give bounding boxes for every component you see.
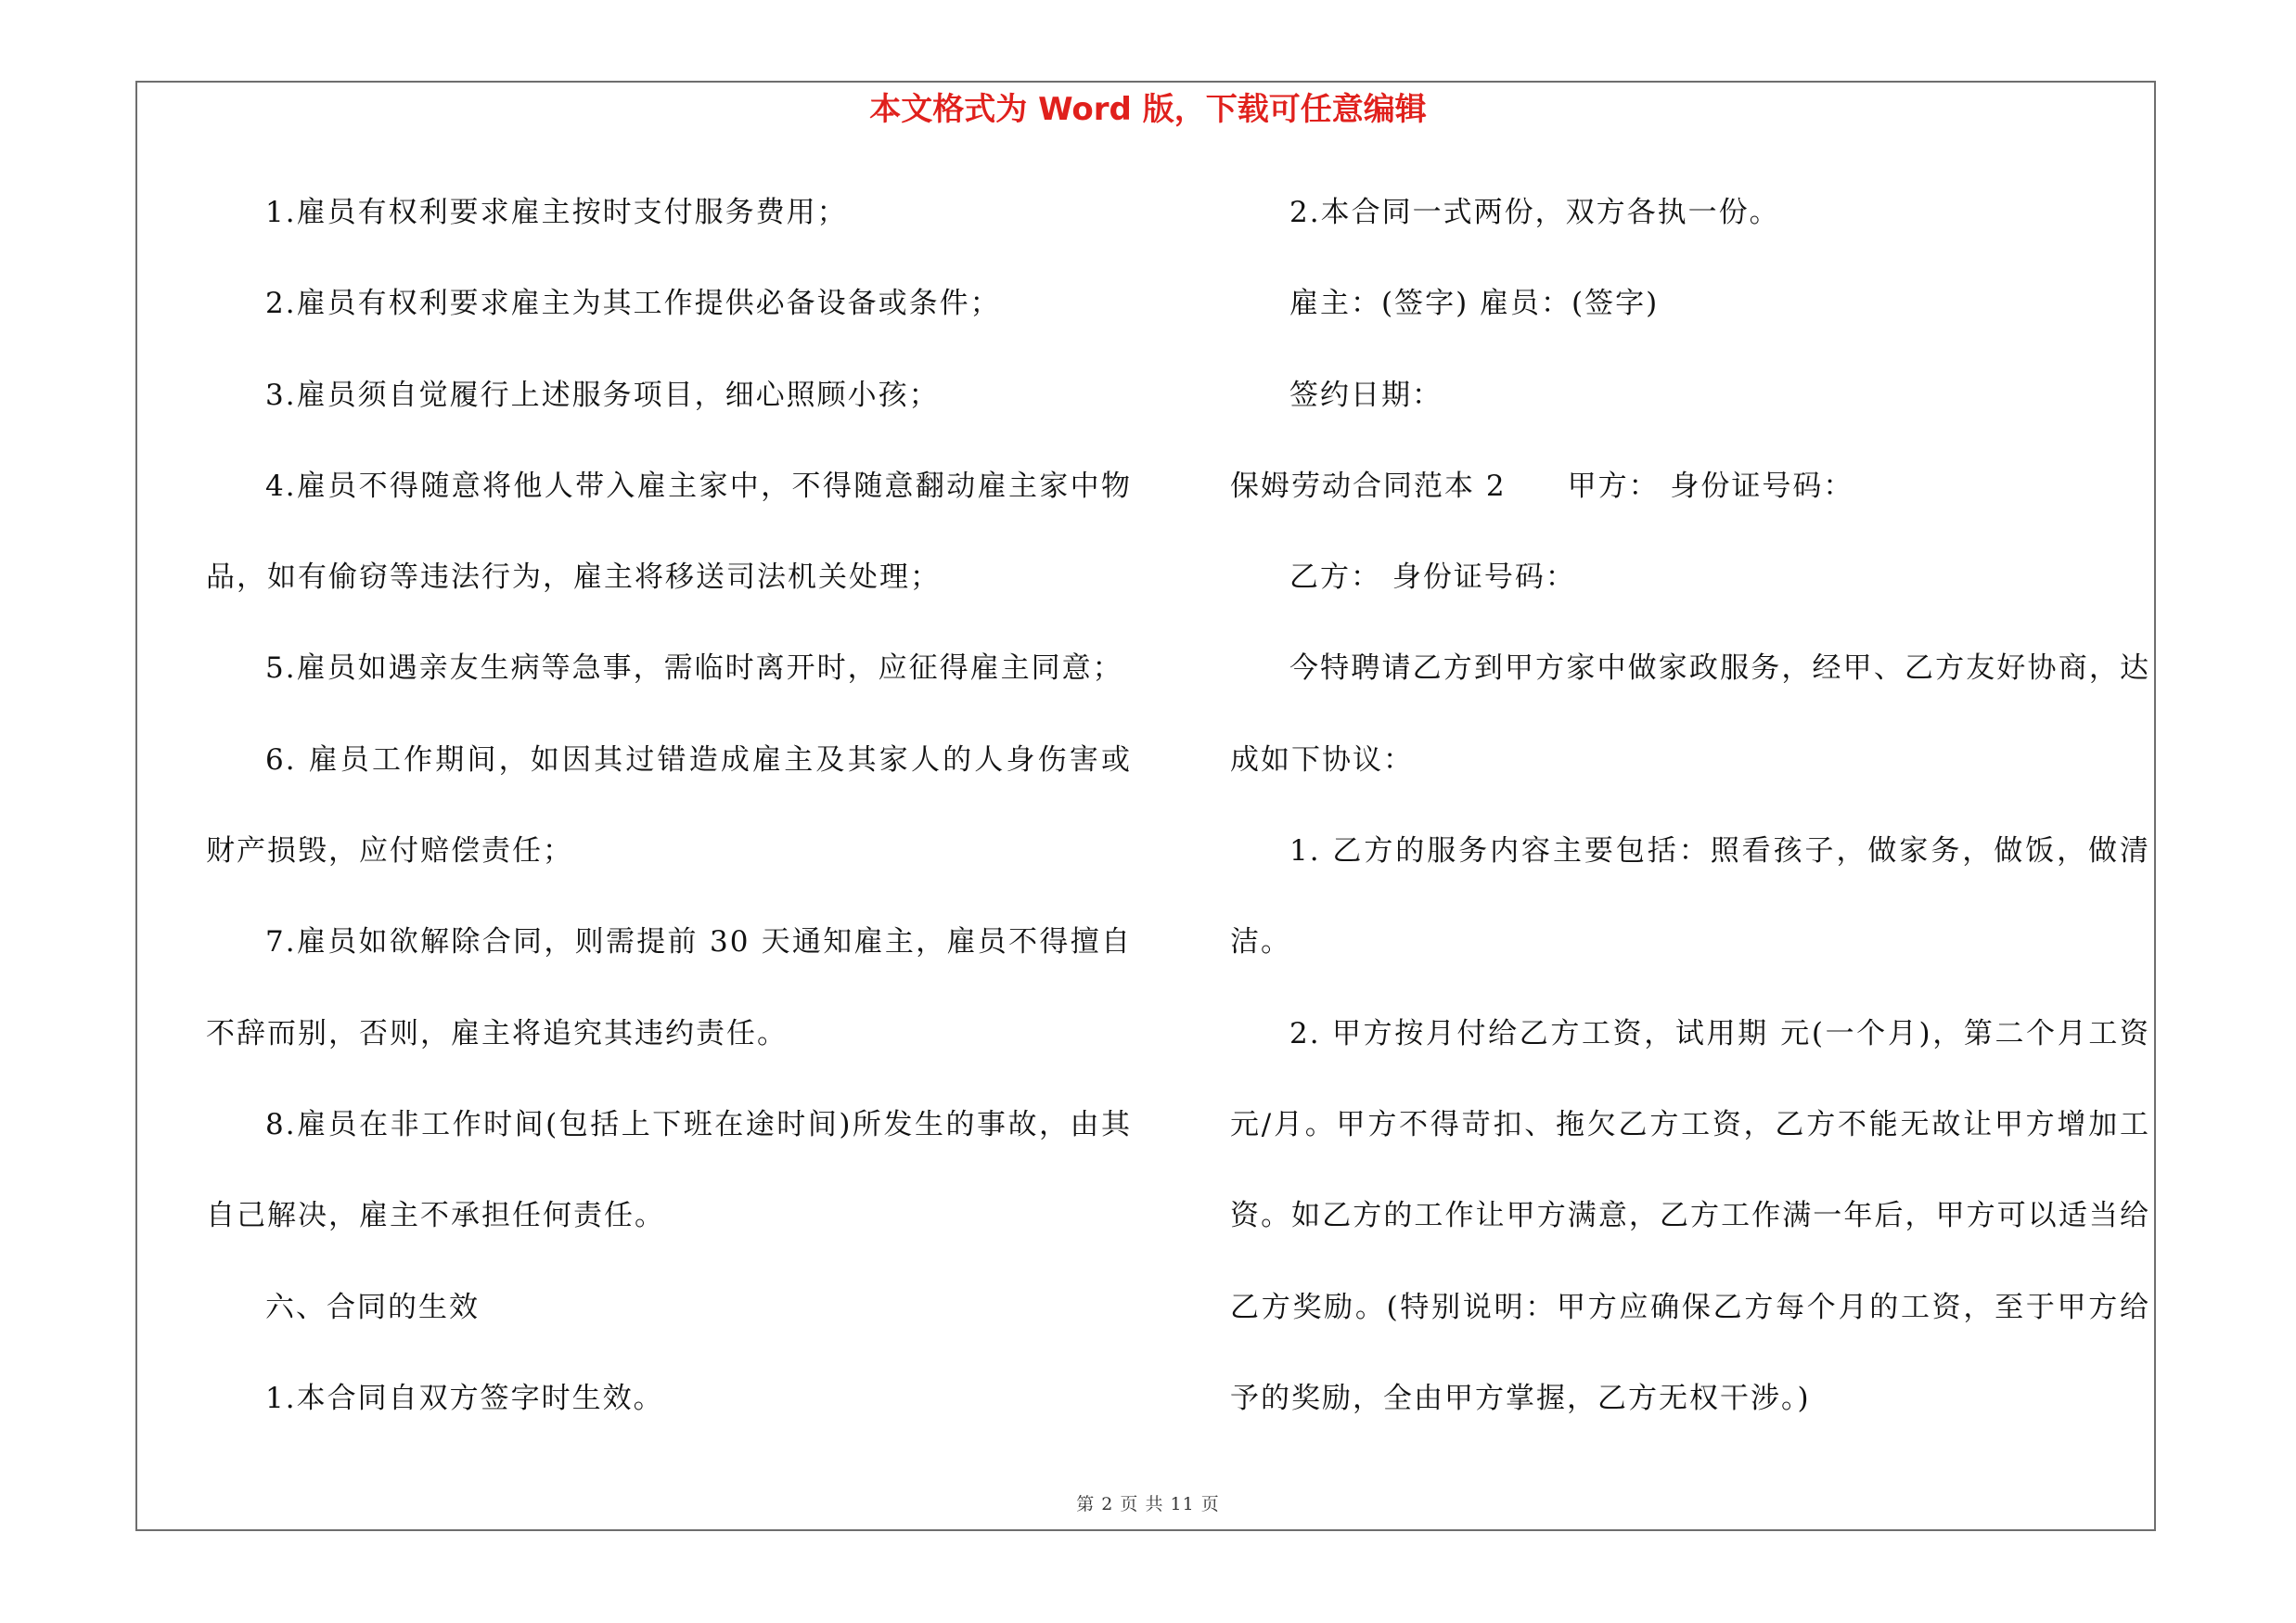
paragraph-line: 财产损毁，应付赔偿责任； [206, 834, 573, 869]
paragraph-line: 5.雇员如遇亲友生病等急事，需临时离开时，应征得雇主同意； [265, 651, 1123, 686]
paragraph-line: 今特聘请乙方到甲方家中做家政服务，经甲、乙方友好协商，达 [1289, 651, 2150, 686]
paragraph-line: 2. 甲方按月付给乙方工资，试用期 元(一个月)，第二个月工资 [1289, 1016, 2150, 1050]
paragraph-line: 6. 雇员工作期间，如因其过错造成雇主及其家人的人身伤害或 [265, 742, 1132, 777]
paragraph-line: 成如下协议： [1230, 742, 1414, 777]
paragraph-line: 资。如乙方的工作让甲方满意，乙方工作满一年后，甲方可以适当给 [1230, 1199, 2150, 1233]
paragraph-line: 保姆劳动合同范本 2 甲方： 身份证号码： [1230, 469, 1854, 503]
left-text-column [206, 186, 1132, 1462]
paragraph-line: 乙方奖励。(特别说明：甲方应确保乙方每个月的工资，至于甲方给 [1230, 1290, 2150, 1324]
paragraph-line: 3.雇员须自觉履行上述服务项目，细心照顾小孩； [265, 378, 940, 412]
paragraph-line: 签约日期： [1289, 378, 1443, 412]
paragraph-line: 2.雇员有权利要求雇主为其工作提供必备设备或条件； [265, 287, 1001, 321]
document-banner: 本文格式为 Word 版，下载可任意编辑 [869, 91, 1427, 128]
paragraph-line: 雇主：(签字) 雇员：(签字) [1289, 287, 1660, 321]
paragraph-line: 1. 乙方的服务内容主要包括：照看孩子，做家务，做饭，做清 [1289, 834, 2150, 869]
paragraph-line: 予的奖励，全由甲方掌握，乙方无权干涉。) [1230, 1381, 1811, 1415]
paragraph-line: 4.雇员不得随意将他人带入雇主家中，不得随意翻动雇主家中物 [265, 469, 1132, 503]
paragraph-line: 1.本合同自双方签字时生效。 [265, 1381, 664, 1415]
page-number-footer: 第 2 页 共 11 页 [1076, 1494, 1220, 1514]
paragraph-line: 洁。 [1230, 925, 1291, 960]
paragraph-line: 1.雇员有权利要求雇主按时支付服务费用； [265, 196, 848, 229]
paragraph-line: 六、合同的生效 [265, 1290, 480, 1324]
paragraph-line: 品，如有偷窃等违法行为，雇主将移送司法机关处理； [206, 560, 941, 595]
paragraph-line: 8.雇员在非工作时间(包括上下班在途时间)所发生的事故，由其 [265, 1107, 1132, 1141]
paragraph-line: 元/月。甲方不得苛扣、拖欠乙方工资，乙方不能无故让甲方增加工 [1230, 1107, 2150, 1141]
paragraph-line: 乙方： 身份证号码： [1289, 560, 1576, 595]
right-text-column [1230, 186, 2150, 1462]
paragraph-line: 不辞而别，否则，雇主将追究其违约责任。 [206, 1016, 788, 1050]
paragraph-line: 自己解决，雇主不承担任何责任。 [206, 1199, 665, 1233]
paragraph-line: 7.雇员如欲解除合同，则需提前 30 天通知雇主，雇员不得擅自 [265, 925, 1132, 960]
paragraph-line: 2.本合同一式两份，双方各执一份。 [1289, 196, 1780, 229]
